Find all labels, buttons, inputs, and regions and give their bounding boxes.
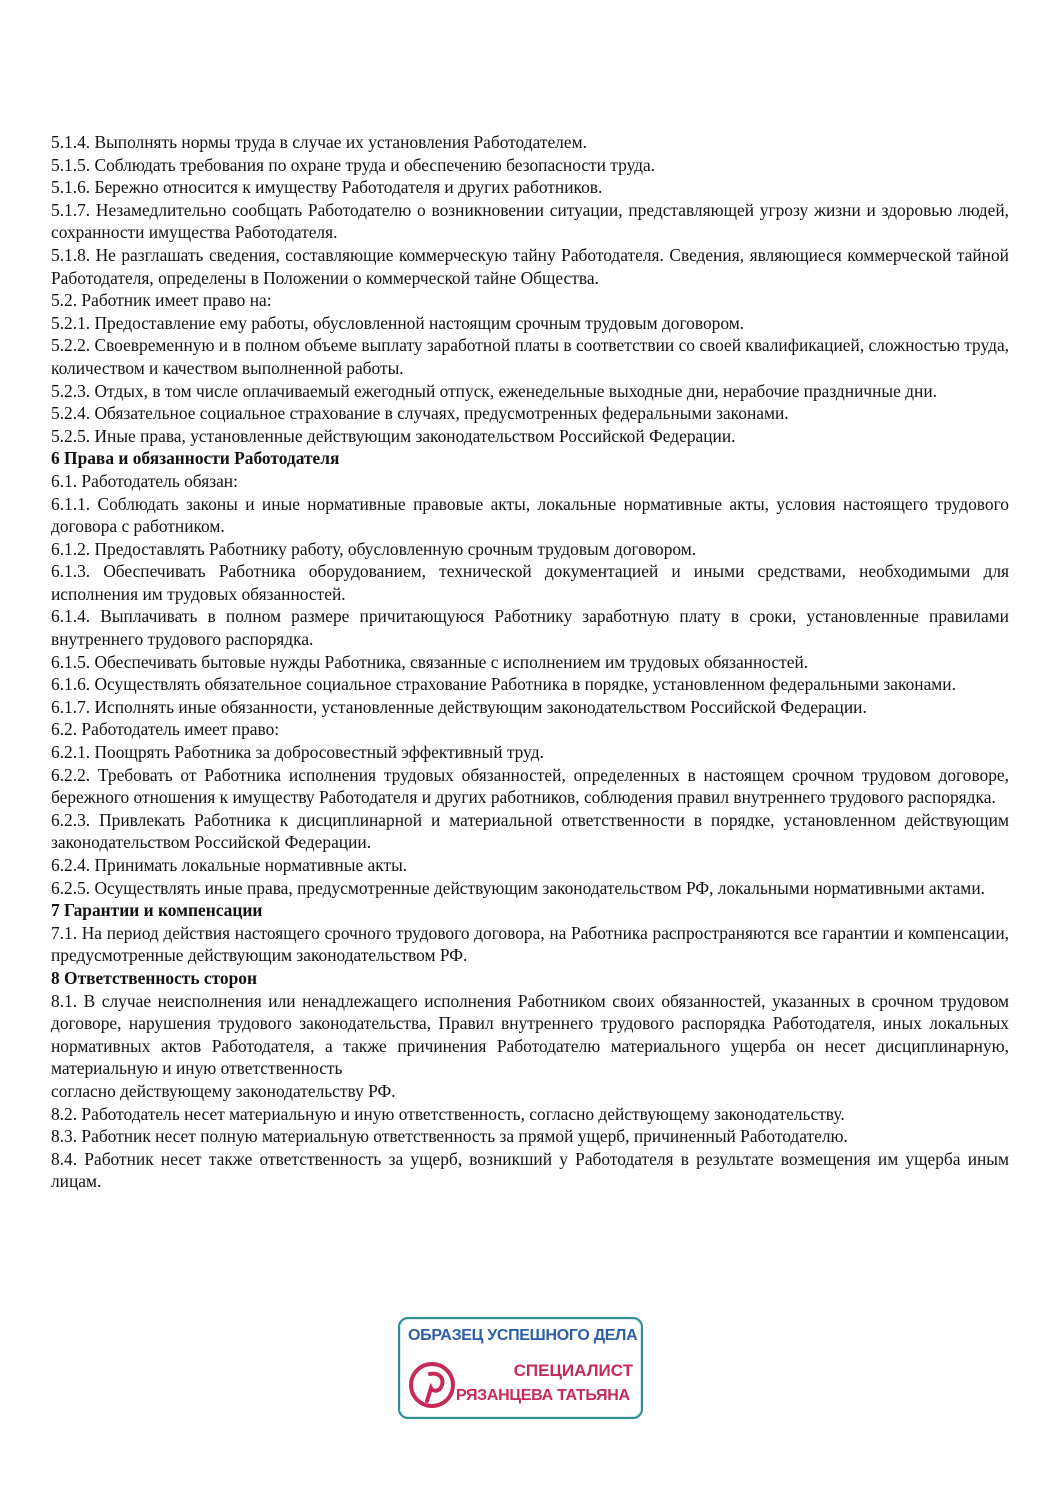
paragraph: 6.2.3. Привлекать Работника к дисциплинарной и материальной ответственности в порядке, установленном действующим законодательством Российской Федерации. [51, 809, 1009, 853]
paragraph: 7.1. На период действия настоящего срочного трудового договора, на Работника распространяются все гарантии и компенсации, предусмотренные действующим законодательством РФ. [51, 922, 1009, 966]
stamp-author: РЯЗАНЦЕВА ТАТЬЯНА [456, 1387, 630, 1404]
section-heading: 7 Гарантии и компенсации [51, 900, 263, 921]
paragraph: 6.1.3. Обеспечивать Работника оборудованием, технической документацией и иными средствами, необходимыми для исполнения им трудовых обязанностей. [51, 561, 1009, 604]
paragraph: 5.2. Работник имеет право на: [51, 290, 272, 311]
paragraph: 6.2.5. Осуществлять иные права, предусмотренные действующим законодательством РФ, локальными нормативными актами. [51, 877, 985, 898]
paragraph: 8.2. Работодатель несет материальную и иную ответственность, согласно действующему законодательству. [51, 1103, 845, 1124]
document-body [51, 131, 1009, 1193]
paragraph: 6.1.6. Осуществлять обязательное социальное страхование Работника в порядке, установленном федеральными законами. [51, 674, 956, 695]
paragraph: 6.1.5. Обеспечивать бытовые нужды Работника, связанные с исполнением им трудовых обязанностей. [51, 651, 809, 672]
paragraph: согласно действующему законодательству РФ. [51, 1080, 396, 1101]
paragraph: 5.2.5. Иные права, установленные действующим законодательством Российской Федерации. [51, 425, 736, 446]
paragraph: 5.1.4. Выполнять нормы труда в случае их установления Работодателем. [51, 132, 587, 152]
paragraph: 8.3. Работник несет полную материальную ответственность за прямой ущерб, причиненный Работодателю. [51, 1126, 848, 1147]
paragraph: 5.1.6. Бережно относится к имуществу Работодателя и других работников. [51, 177, 603, 198]
paragraph: 5.2.1. Предоставление ему работы, обусловленной настоящим срочным трудовым договором. [51, 312, 745, 333]
pinterest-icon [408, 1361, 456, 1409]
paragraph: 6.2.2. Требовать от Работника исполнения трудовых обязанностей, определенных в настоящем срочном трудовом договоре, бережного отношения к имуществу Работодателя и других работников, соблюдения правил внутреннего трудового распорядка. [51, 764, 1009, 808]
paragraph: 8.4. Работник несет также ответственность за ущерб, возникший у Работодателя в результате возмещения им ущерба иным лицам. [51, 1148, 1009, 1192]
section-heading: 6 Права и обязанности Работодателя [51, 448, 340, 469]
sample-stamp [398, 1317, 643, 1419]
paragraph: 5.2.2. Своевременную и в полном объеме выплату заработной платы в соответствии со своей квалификацией, сложностью труда, количеством и качеством выполненной работы. [51, 335, 1010, 378]
paragraph: 6.1. Работодатель обязан: [51, 470, 238, 491]
paragraph: 5.1.7. Незамедлительно сообщать Работодателю о возникновении ситуации, представляющей угрозу жизни и здоровью людей, сохранности имущества Работодателя. [51, 199, 1009, 243]
paragraph: 8.1. В случае неисполнения или ненадлежащего исполнения Работником своих обязанностей, указанных в срочном трудовом договоре, нарушения трудового законодательства, Правил внутреннего трудового распорядка Работодателя, иных локальных нормативных актов Работодателя, а также причинения Работодателю материального ущерба он несет дисциплинарную, материальную и иную ответственность [51, 990, 1009, 1079]
stamp-role: СПЕЦИАЛИСТ [513, 1361, 633, 1380]
paragraph: 6.1.1. Соблюдать законы и иные нормативные правовые акты, локальные нормативные акты, условия настоящего трудового договора с работником. [51, 493, 1009, 537]
section-heading: 8 Ответственность сторон [51, 967, 258, 988]
paragraph: 6.1.2. Предоставлять Работнику работу, обусловленную срочным трудовым договором. [51, 538, 697, 559]
paragraph: 5.1.5. Соблюдать требования по охране труда и обеспечению безопасности труда. [51, 154, 656, 175]
paragraph: 6.2. Работодатель имеет право: [51, 719, 280, 740]
paragraph: 6.2.1. Поощрять Работника за добросовестный эффективный труд. [51, 742, 544, 763]
paragraph: 5.1.8. Не разглашать сведения, составляющие коммерческую тайну Работодателя. Сведения, являющиеся коммерческой тайной Работодателя, определены в Положении о коммерческой тайне Общества. [51, 244, 1009, 288]
paragraph: 5.2.4. Обязательное социальное страхование в случаях, предусмотренных федеральными законами. [51, 403, 789, 424]
paragraph: 6.1.4. Выплачивать в полном размере причитающуюся Работнику заработную плату в сроки, установленные правилами внутреннего трудового распорядка. [51, 606, 1009, 650]
paragraph: 5.2.3. Отдых, в том числе оплачиваемый ежегодный отпуск, еженедельные выходные дни, нерабочие праздничные дни. [51, 380, 937, 401]
paragraph: 6.2.4. Принимать локальные нормативные акты. [51, 855, 408, 875]
stamp-title: ОБРАЗЕЦ УСПЕШНОГО ДЕЛА [408, 1327, 638, 1344]
paragraph: 6.1.7. Исполнять иные обязанности, установленные действующим законодательством Российской Федерации. [51, 696, 867, 717]
